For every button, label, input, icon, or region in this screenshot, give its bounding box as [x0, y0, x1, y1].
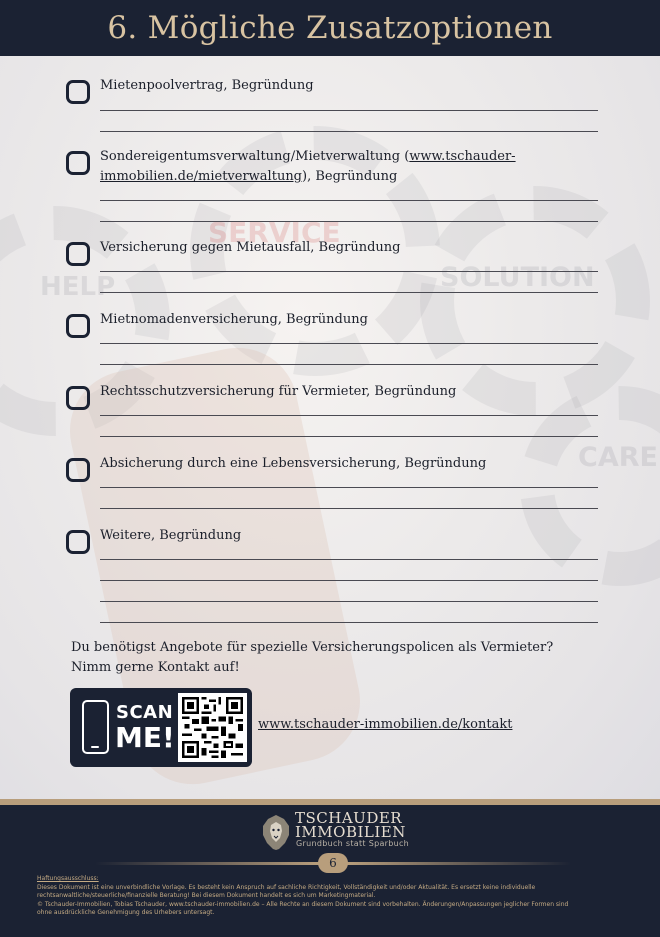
answer-line[interactable]: [100, 508, 598, 509]
brand-name-line2: IMMOBILIEN: [295, 823, 406, 841]
gear-shape: [520, 386, 660, 586]
page-number: 6: [318, 853, 348, 873]
bg-word-service: SERVICE: [208, 216, 341, 249]
contact-link[interactable]: www.tschauder-immobilien.de/kontakt: [258, 717, 513, 732]
qr-code-graphic: [182, 697, 243, 758]
disclaimer-title: Haftungsausschluss:: [37, 875, 99, 882]
option-label: Versicherung gegen Mietausfall, Begründung: [100, 240, 401, 255]
answer-line[interactable]: [100, 415, 598, 416]
phone-icon: [82, 700, 109, 754]
answer-line[interactable]: [100, 559, 598, 560]
option-label: Absicherung durch eine Lebensversicherung, Begründung: [100, 456, 487, 471]
checkbox-icon[interactable]: [66, 151, 90, 175]
brand-name-line1: TSCHAUDER: [295, 809, 403, 827]
me-label: ME!: [115, 721, 175, 754]
checkbox-icon[interactable]: [66, 80, 90, 104]
footer-swoosh-left: [95, 862, 320, 865]
contact-text: [71, 638, 591, 678]
bg-word-care: CARE: [578, 442, 658, 473]
bg-word-solution: SOLUTION: [440, 262, 595, 293]
answer-line[interactable]: [100, 200, 598, 201]
contact-line-1: Du benötigst Angebote für spezielle Versicherungspolicen als Vermieter?: [71, 640, 554, 655]
answer-line[interactable]: [100, 221, 598, 222]
answer-line[interactable]: [100, 436, 598, 437]
answer-line[interactable]: [100, 580, 598, 581]
footer-swoosh-right: [346, 862, 571, 865]
answer-line[interactable]: [100, 110, 598, 111]
page-header: [0, 0, 660, 56]
answer-line[interactable]: [100, 271, 598, 272]
mietverwaltung-link[interactable]: www.tschauder-immobilien.de/mietverwaltung: [100, 149, 516, 184]
lion-logo-icon: [259, 813, 293, 851]
option-label: Mietnomadenversicherung, Begründung: [100, 312, 368, 327]
contact-line-2: Nimm gerne Kontakt auf!: [71, 660, 240, 675]
option-label: [100, 147, 540, 187]
option-label-text: ), Begründung: [302, 169, 398, 184]
disclaimer-line: Dieses Dokument ist eine unverbindliche Vorlage. Es besteht kein Anspruch auf sachliche Richtigkeit, Vollständigkeit und/oder Aktualität. Es ersetzt keine individuelle: [37, 883, 536, 891]
checkbox-icon[interactable]: [66, 530, 90, 554]
answer-line[interactable]: [100, 487, 598, 488]
qr-code-icon[interactable]: [178, 693, 247, 762]
option-label-text: Sondereigentumsverwaltung/Mietverwaltung (: [100, 149, 410, 164]
option-label: Rechtsschutzversicherung für Vermieter, Begründung: [100, 384, 457, 399]
answer-line[interactable]: [100, 622, 598, 623]
scan-label: SCAN: [116, 702, 174, 723]
checkbox-icon[interactable]: [66, 386, 90, 410]
scan-me-badge[interactable]: [70, 688, 252, 767]
answer-line[interactable]: [100, 343, 598, 344]
disclaimer-line: © Tschauder-Immobilien, Tobias Tschauder, www.tschauder-immobilien.de – Alle Rechte an diesem Dokument sind vorbehalten. Änderungen/Anpassungen jeglicher Formen sind: [37, 900, 569, 908]
page-title: 6. Mögliche Zusatzoptionen: [107, 10, 553, 46]
page-footer: [0, 805, 660, 937]
checkbox-icon[interactable]: [66, 242, 90, 266]
lion-logo-graphic: [259, 813, 293, 851]
option-label: Weitere, Begründung: [100, 528, 242, 543]
answer-line[interactable]: [100, 364, 598, 365]
disclaimer: [37, 875, 627, 918]
disclaimer-line: ohne ausdrückliche Genehmigung des Urhebers untersagt.: [37, 909, 215, 917]
brand-tagline: Grundbuch statt Sparbuch: [296, 839, 410, 848]
checkbox-icon[interactable]: [66, 458, 90, 482]
disclaimer-line: rechtsanwaltliche/steuerliche/finanzielle Beratung! Bei diesem Dokument handelt es sich um Marketingmaterial.: [37, 892, 376, 900]
answer-line[interactable]: [100, 601, 598, 602]
checkbox-icon[interactable]: [66, 314, 90, 338]
option-label: Mietenpoolvertrag, Begründung: [100, 78, 314, 93]
answer-line[interactable]: [100, 131, 598, 132]
answer-line[interactable]: [100, 292, 598, 293]
bg-word-help: HELP: [40, 272, 116, 302]
